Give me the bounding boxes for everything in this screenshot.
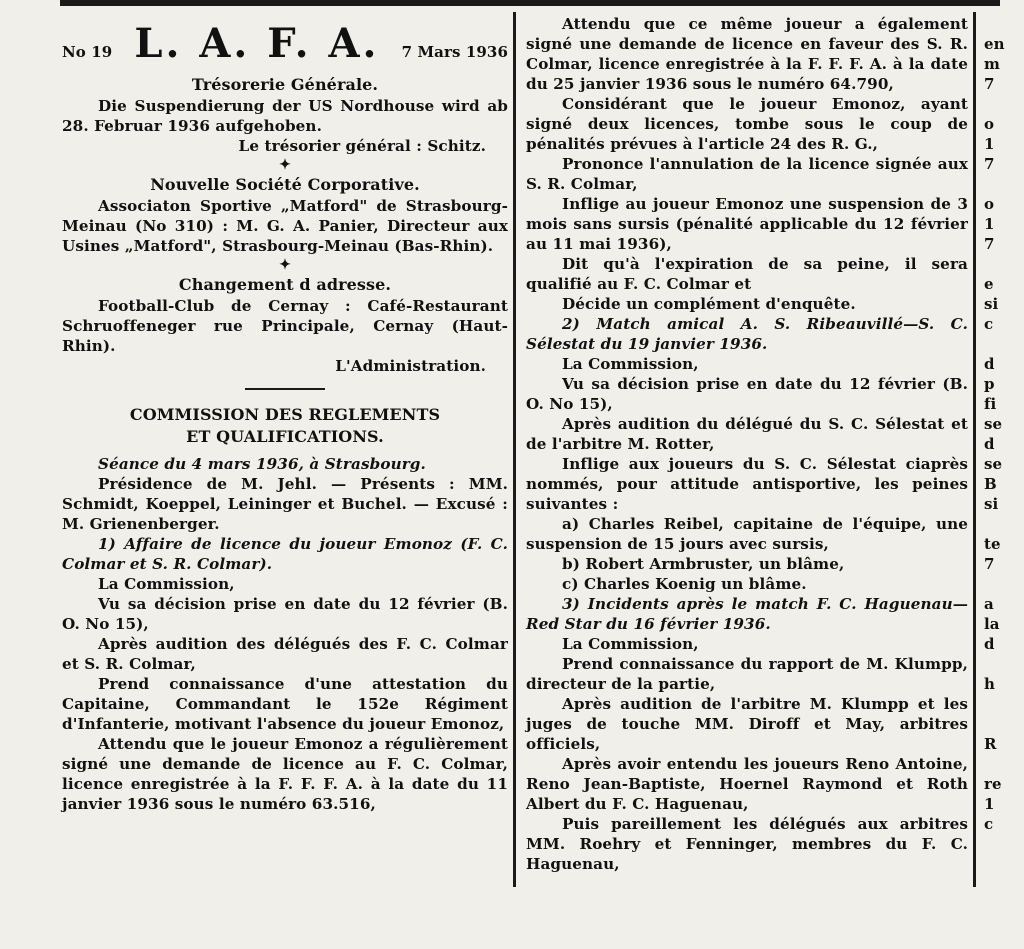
column-right-cropped	[984, 14, 1024, 834]
col2-paragraph-12: a) Charles Reibel, capitaine de l'équipe, une suspension de 15 jours avec sursis,	[526, 515, 968, 553]
col2-paragraph-19: Après avoir entendu les joueurs Reno Antoine, Reno Jean-Baptiste, Hoernel Raymond et Roth Albert du F. C. Haguenau,	[526, 755, 968, 813]
cropped-text-fragments: en m 7 o 1 7 o 1 7 e si c d p fi se d se B si te 7 a la d h R re 1 c	[984, 35, 1005, 833]
col2-paragraph-13: b) Robert Armbruster, un blâme,	[562, 555, 845, 573]
commission-title-line1: COMMISSION DES REGLEMENTS	[129, 405, 441, 424]
issue-number: No 19	[62, 43, 113, 61]
col2-paragraph-5: Dit qu'à l'expiration de sa peine, il sera qualifié au F. C. Colmar et	[526, 255, 968, 293]
col2-paragraph-17: Prend connaissance du rapport de M. Klumpp, directeur de la partie,	[526, 655, 968, 693]
col2-paragraph-16: La Commission,	[562, 635, 699, 653]
col2-paragraph-8: La Commission,	[562, 355, 699, 373]
col1-paragraph-1: La Commission,	[98, 575, 235, 593]
tresorerie-text: Die Suspendierung der US Nordhouse wird ab 28. Februar 1936 aufgehoben.	[62, 97, 508, 135]
section-heading-tresorerie: Trésorerie Générale.	[191, 75, 379, 94]
col1-paragraph-2: Vu sa décision prise en date du 12 février (B. O. No 15),	[62, 595, 508, 633]
col2-paragraph-6: Décide un complément d'enquête.	[562, 295, 856, 313]
col2-paragraph-1: Attendu que ce même joueur a également signé une demande de licence en faveur des S. R. Colmar, licence enregistrée à la F. F. F. A. à la date du 25 janvier 1936 sous le numéro 64.790,	[526, 15, 968, 93]
col2-paragraph-11: Inflige aux joueurs du S. C. Sélestat ciaprès nommés, pour attitude antisportive, les peines suivantes :	[526, 455, 968, 513]
top-border-rule	[60, 0, 1000, 6]
section-heading-adresse: Changement d adresse.	[178, 275, 392, 294]
seance-line: Séance du 4 mars 1936, à Strasbourg.	[98, 455, 426, 473]
col2-paragraph-18: Après audition de l'arbitre M. Klumpp et les juges de touche MM. Diroff et May, arbitres officiels,	[526, 695, 968, 753]
match-heading-haguenau: 3) Incidents après le match F. C. Haguenau—Red Star du 16 février 1936.	[526, 595, 968, 633]
publication-title: L. A. F. A.	[134, 20, 380, 67]
masthead	[62, 20, 508, 67]
commission-title-line2: ET QUALIFICATIONS.	[186, 427, 384, 446]
ornament-2: ✦	[279, 257, 291, 273]
societe-text: Associaton Sportive „Matford" de Strasbourg-Meinau (No 310) : M. G. A. Panier, Directeur aux Usines „Matford", Strasbourg-Meinau (Bas-Rhin).	[62, 197, 508, 255]
adresse-text: Football-Club de Cernay : Café-Restaurant Schruoffeneger rue Principale, Cernay (Haut-Rhin).	[62, 297, 508, 355]
adresse-signature: L'Administration.	[335, 357, 486, 375]
col2-paragraph-20: Puis pareillement les délégués aux arbitres MM. Roehry et Fenninger, membres du F. C. Haguenau,	[526, 815, 968, 873]
issue-date: 7 Mars 1936	[401, 43, 508, 61]
ornament-1: ✦	[279, 157, 291, 173]
presidence-text: Présidence de M. Jehl. — Présents : MM. Schmidt, Koeppel, Leininger et Buchel. — Excusé : M. Grienenberger.	[62, 475, 508, 533]
col2-paragraph-4: Inflige au joueur Emonoz une suspension de 3 mois sans sursis (pénalité applicable du 12 février au 11 mai 1936),	[526, 195, 968, 253]
column-rule-1	[513, 12, 516, 887]
col1-paragraph-4: Prend connaissance d'une attestation du Capitaine, Commandant le 152e Régiment d'Infanterie, motivant l'absence du joueur Emonoz,	[62, 675, 508, 733]
column-middle	[526, 14, 968, 874]
column-rule-2	[973, 12, 976, 887]
match-heading-ribeauville: 2) Match amical A. S. Ribeauvillé—S. C. Sélestat du 19 janvier 1936.	[526, 315, 968, 353]
col2-paragraph-10: Après audition du délégué du S. C. Sélestat et de l'arbitre M. Rotter,	[526, 415, 968, 453]
section-separator	[245, 388, 325, 390]
col2-paragraph-14: c) Charles Koenig un blâme.	[562, 575, 807, 593]
affaire-heading: 1) Affaire de licence du joueur Emonoz (F. C. Colmar et S. R. Colmar).	[62, 535, 508, 573]
col1-paragraph-3: Après audition des délégués des F. C. Colmar et S. R. Colmar,	[62, 635, 508, 673]
col2-paragraph-9: Vu sa décision prise en date du 12 février (B. O. No 15),	[526, 375, 968, 413]
column-left	[62, 14, 508, 814]
col2-paragraph-3: Prononce l'annulation de la licence signée aux S. R. Colmar,	[526, 155, 968, 193]
tresorerie-signature: Le trésorier général : Schitz.	[238, 137, 486, 155]
col2-paragraph-2: Considérant que le joueur Emonoz, ayant signé deux licences, tombe sous le coup de pénalités prévues à l'article 24 des R. G.,	[526, 95, 968, 153]
section-heading-societe: Nouvelle Société Corporative.	[150, 175, 420, 194]
col1-paragraph-5: Attendu que le joueur Emonoz a régulièrement signé une demande de licence au F. C. Colmar, licence enregistrée à la F. F. F. A. à la date du 11 janvier 1936 sous le numéro 63.516,	[62, 735, 508, 813]
